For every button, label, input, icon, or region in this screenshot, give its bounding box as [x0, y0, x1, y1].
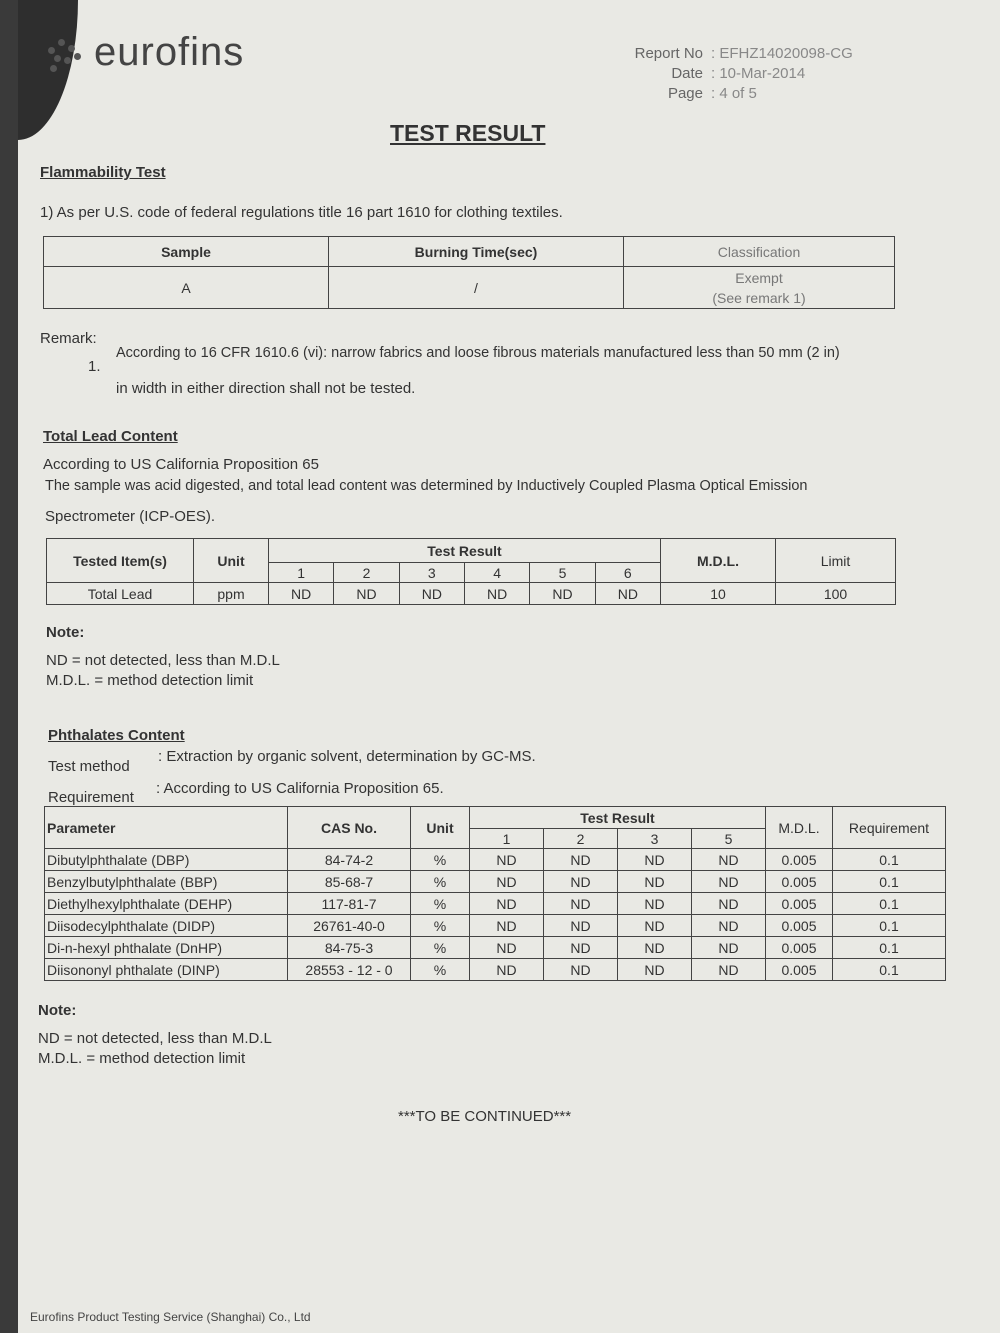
col-mdl: M.D.L. [661, 539, 776, 583]
company-logo [46, 30, 244, 75]
unit-cell: % [411, 871, 470, 893]
phthalates-table [44, 806, 946, 981]
col-unit: Unit [194, 539, 269, 583]
col-tested-item: Tested Item(s) [47, 539, 194, 583]
unit-cell: % [411, 959, 470, 981]
req-cell: 0.1 [833, 849, 946, 871]
cas-cell: 26761-40-0 [288, 915, 411, 937]
param-cell: Benzylbutylphthalate (BBP) [45, 871, 288, 893]
row-limit: 100 [776, 583, 896, 605]
result-cell: ND [544, 959, 618, 981]
mdl-cell: 0.005 [766, 849, 833, 871]
result-cell: ND [692, 959, 766, 981]
result-cell: ND [470, 937, 544, 959]
row-result-1: ND [269, 583, 334, 605]
result-cell: ND [544, 849, 618, 871]
test-method-label: Test method [48, 758, 130, 775]
col-test-result: Test Result [269, 539, 661, 563]
unit-cell: % [411, 893, 470, 915]
result-cell: ND [618, 959, 692, 981]
result-cell: ND [470, 871, 544, 893]
requirement-value: : According to US California Proposition 65. [156, 780, 444, 797]
document-page [18, 0, 1000, 1333]
result-col-5: 5 [692, 829, 766, 849]
table-row [45, 871, 946, 893]
result-cell: ND [692, 871, 766, 893]
col-unit: Unit [411, 807, 470, 849]
req-cell: 0.1 [833, 893, 946, 915]
report-no-label: Report No [634, 45, 703, 62]
page-title: TEST RESULT [390, 120, 546, 146]
classification-value: Exempt [735, 269, 783, 286]
mdl-cell: 0.005 [766, 871, 833, 893]
date-label: Date [671, 65, 703, 82]
result-cell: ND [618, 893, 692, 915]
cas-cell: 84-74-2 [288, 849, 411, 871]
result-cell: ND [470, 959, 544, 981]
row-result-3: ND [399, 583, 464, 605]
mdl-cell: 0.005 [766, 893, 833, 915]
remark-number: 1. [88, 358, 101, 375]
col-burning-time: Burning Time(sec) [329, 237, 624, 267]
col-requirement: Requirement [833, 807, 946, 849]
row-result-2: ND [334, 583, 399, 605]
result-cell: ND [692, 937, 766, 959]
cas-cell: 28553 - 12 - 0 [288, 959, 411, 981]
page-number: : 4 of 5 [711, 85, 757, 102]
remark-line-2: in width in either direction shall not be tested. [116, 380, 416, 397]
classification-remark: (See remark 1) [712, 289, 806, 306]
table-row [45, 937, 946, 959]
col-test-result: Test Result [470, 807, 766, 829]
unit-cell: % [411, 937, 470, 959]
result-cell: ND [470, 893, 544, 915]
cas-cell: 84-75-3 [288, 937, 411, 959]
lead-heading: Total Lead Content [43, 428, 178, 445]
report-no: : EFHZ14020098-CG [711, 45, 853, 62]
to-be-continued: ***TO BE CONTINUED*** [398, 1108, 572, 1125]
result-col-1: 1 [269, 563, 334, 583]
row-burning-time: / [329, 267, 624, 309]
lead-line-2: The sample was acid digested, and total lead content was determined by Inductively Coupled Plasma Optical Emission [45, 478, 808, 494]
unit-cell: % [411, 849, 470, 871]
result-cell: ND [618, 915, 692, 937]
remark-label: Remark: [40, 330, 97, 347]
lead-line-1: According to US California Proposition 65 [43, 456, 319, 473]
eurofins-logo-icon [46, 33, 86, 73]
param-cell: Dibutylphthalate (DBP) [45, 849, 288, 871]
table-row [45, 849, 946, 871]
lead-table [46, 538, 896, 605]
flammability-heading: Flammability Test [40, 164, 166, 181]
mdl-cell: 0.005 [766, 959, 833, 981]
req-cell: 0.1 [833, 937, 946, 959]
table-row [45, 915, 946, 937]
req-cell: 0.1 [833, 959, 946, 981]
param-cell: Diisodecylphthalate (DIDP) [45, 915, 288, 937]
result-cell: ND [692, 849, 766, 871]
col-parameter: Parameter [45, 807, 288, 849]
row-unit: ppm [194, 583, 269, 605]
report-date: : 10-Mar-2014 [711, 65, 806, 82]
flammability-table [43, 236, 895, 309]
col-classification: Classification [624, 237, 895, 267]
req-cell: 0.1 [833, 915, 946, 937]
row-sample: A [44, 267, 329, 309]
col-cas: CAS No. [288, 807, 411, 849]
result-cell: ND [544, 893, 618, 915]
lead-note-1: ND = not detected, less than M.D.L [46, 652, 280, 669]
table-row [45, 959, 946, 981]
mdl-cell: 0.005 [766, 915, 833, 937]
col-limit: Limit [776, 539, 896, 583]
phthalates-note-label: Note: [38, 1002, 77, 1019]
unit-cell: % [411, 915, 470, 937]
lead-line-3: Spectrometer (ICP-OES). [45, 508, 216, 525]
param-cell: Diethylhexylphthalate (DEHP) [45, 893, 288, 915]
remark-line-1: According to 16 CFR 1610.6 (vi): narrow fabrics and loose fibrous materials manufactured less than 50 mm (2 in) [116, 345, 840, 361]
logo-text: eurofins [94, 30, 245, 74]
row-result-6: ND [595, 583, 660, 605]
row-result-4: ND [464, 583, 529, 605]
page-label: Page [667, 85, 703, 102]
col-sample: Sample [44, 237, 329, 267]
row-result-5: ND [530, 583, 595, 605]
lead-note-label: Note: [46, 624, 85, 641]
param-cell: Di-n-hexyl phthalate (DnHP) [45, 937, 288, 959]
phthalates-heading: Phthalates Content [48, 727, 185, 744]
table-row [45, 893, 946, 915]
result-cell: ND [470, 915, 544, 937]
result-col-5: 5 [530, 563, 595, 583]
result-col-3: 3 [618, 829, 692, 849]
flammability-intro: 1) As per U.S. code of federal regulations title 16 part 1610 for clothing textiles. [40, 204, 563, 221]
col-mdl: M.D.L. [766, 807, 833, 849]
row-classification [624, 267, 895, 309]
result-cell: ND [544, 915, 618, 937]
result-cell: ND [692, 893, 766, 915]
result-cell: ND [618, 849, 692, 871]
phthalates-note-2: M.D.L. = method detection limit [38, 1050, 246, 1067]
row-mdl: 10 [661, 583, 776, 605]
requirement-label: Requirement [48, 789, 134, 806]
result-col-4: 4 [464, 563, 529, 583]
lead-note-2: M.D.L. = method detection limit [46, 672, 254, 689]
result-col-2: 2 [544, 829, 618, 849]
cas-cell: 117-81-7 [288, 893, 411, 915]
mdl-cell: 0.005 [766, 937, 833, 959]
result-col-6: 6 [595, 563, 660, 583]
result-cell: ND [544, 937, 618, 959]
result-cell: ND [544, 871, 618, 893]
report-meta [623, 44, 853, 104]
result-col-2: 2 [334, 563, 399, 583]
result-col-3: 3 [399, 563, 464, 583]
result-cell: ND [692, 915, 766, 937]
cas-cell: 85-68-7 [288, 871, 411, 893]
result-cell: ND [618, 871, 692, 893]
param-cell: Diisononyl phthalate (DINP) [45, 959, 288, 981]
test-method-value: : Extraction by organic solvent, determination by GC-MS. [158, 748, 536, 765]
result-cell: ND [618, 937, 692, 959]
row-tested-item: Total Lead [47, 583, 194, 605]
result-cell: ND [470, 849, 544, 871]
phthalates-note-1: ND = not detected, less than M.D.L [38, 1030, 272, 1047]
req-cell: 0.1 [833, 871, 946, 893]
result-col-1: 1 [470, 829, 544, 849]
page-footer: Eurofins Product Testing Service (Shanghai) Co., Ltd [30, 1310, 311, 1324]
